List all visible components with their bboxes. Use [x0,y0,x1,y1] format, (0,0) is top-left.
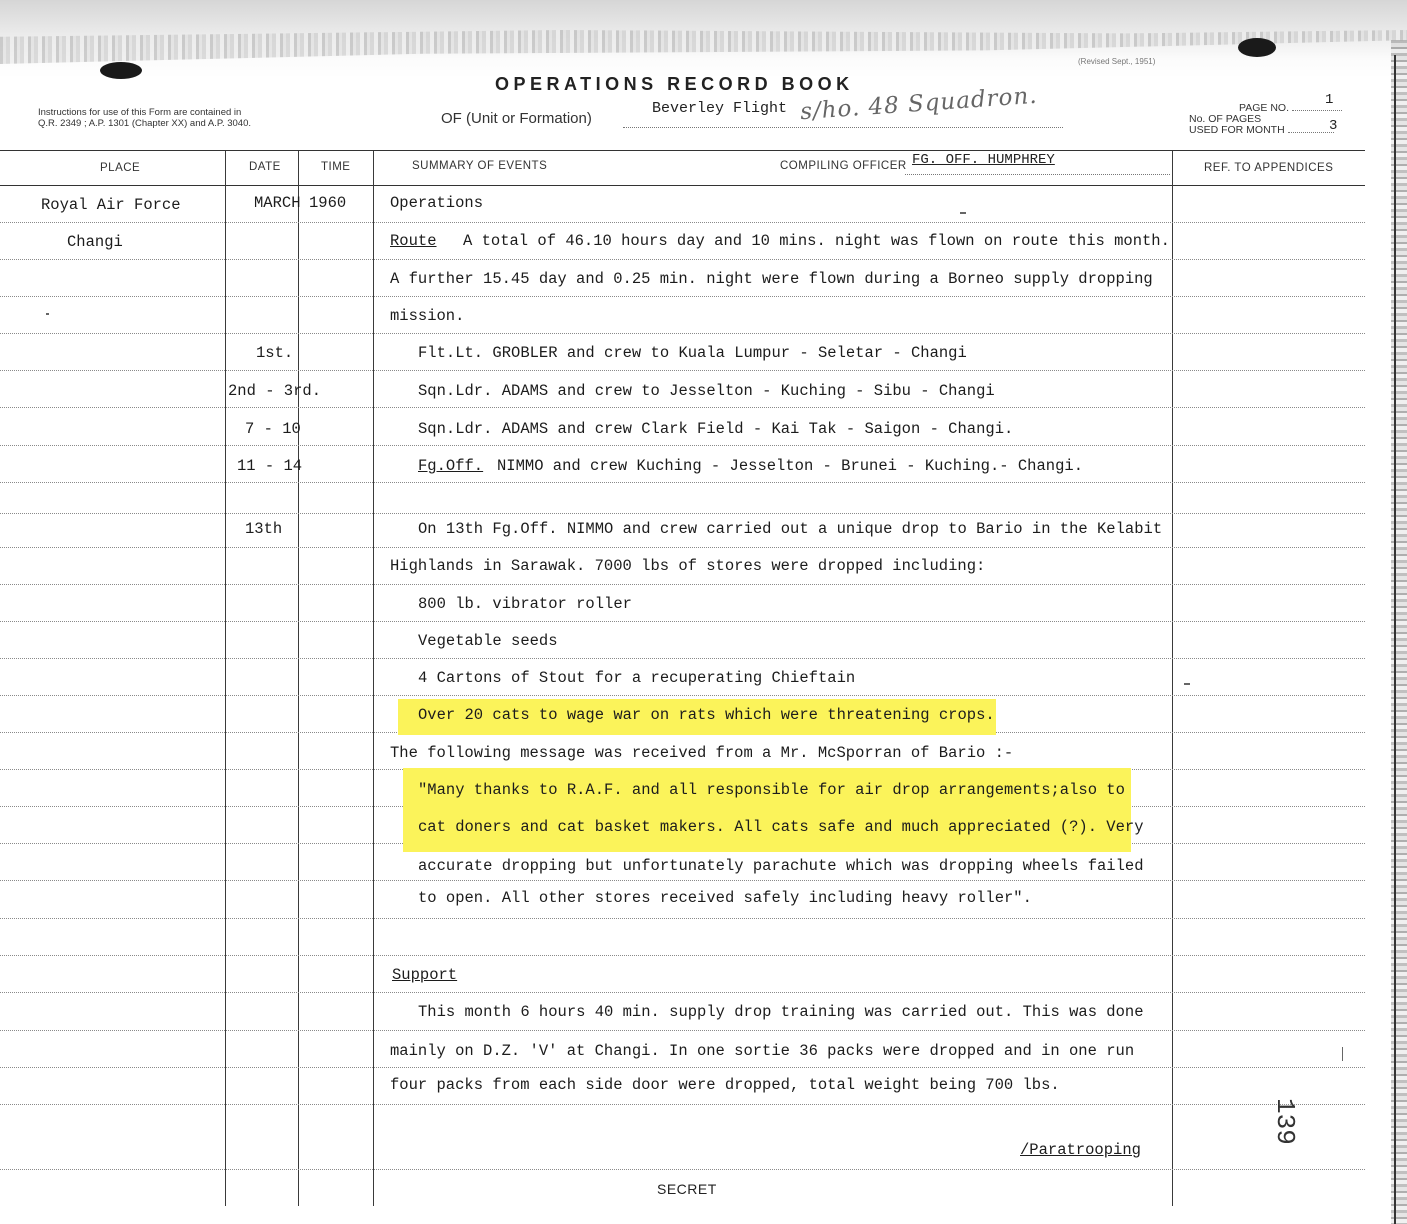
pages-label-2: USED FOR MONTH [1189,124,1285,136]
col-rule-time [373,151,374,1206]
ruled-line [0,918,1365,919]
ruled-line [0,955,1365,956]
summary-continued: /Paratrooping [1020,1141,1141,1159]
summary-flight-3: Sqn.Ldr. ADAMS and crew Clark Field - Kai Tak - Saigon - Changi. [418,420,1014,438]
summary-flight-1: Flt.Lt. GROBLER and crew to Kuala Lumpur - Seletar - Changi [418,344,967,362]
summary-quote-1: "Many thanks to R.A.F. and all responsible for air drop arrangements;also to [418,781,1125,799]
summary-support-2: mainly on D.Z. 'V' at Changi. In one sortie 36 packs were dropped and in one run [390,1042,1135,1060]
summary-flight-4-rank: Fg.Off. [418,457,484,475]
scan-speck [960,212,966,214]
scan-speck [46,313,49,315]
footer-classification: SECRET [657,1181,717,1197]
summary-route-text: A total of 46.10 hours day and 10 mins. night was flown on route this month. [463,232,1170,250]
header-rule-top [0,150,1365,151]
summary-support-label: Support [392,966,458,984]
col-rule-summary [1172,151,1173,1206]
form-instructions [38,107,251,129]
ruled-line [0,584,1365,585]
header-rule-bottom [0,185,1365,186]
ruled-line [0,370,1365,371]
summary-quote-2: cat doners and cat basket makers. All cats safe and much appreciated (?). Very [418,818,1144,836]
header-ref-appendices: REF. TO APPENDICES [1204,162,1334,174]
place-changi: Changi [67,233,123,251]
summary-route-label: Route [390,232,437,250]
date-1st: 1st. [256,344,294,362]
page-meta [1189,103,1342,136]
ruled-line [0,1169,1365,1170]
date-month: MARCH [254,194,301,212]
header-date: DATE [249,161,281,173]
date-2nd-3rd: 2nd - 3rd. [228,382,322,400]
ruled-line [0,547,1365,548]
header-summary: SUMMARY OF EVENTS [412,160,548,172]
ruled-line [0,992,1365,993]
summary-drop-2: Highlands in Sarawak. 7000 lbs of stores were dropped including: [390,557,986,575]
summary-flight-2: Sqn.Ldr. ADAMS and crew to Jesselton - Kuching - Sibu - Changi [418,382,995,400]
summary-message-intro: The following message was received from a Mr. McSporran of Bario :- [390,744,1014,762]
header-compiling-label: COMPILING OFFICER [780,160,907,172]
col-rule-date [298,151,299,1206]
unit-label: OF (Unit or Formation) [441,110,592,127]
summary-quote-3: accurate dropping but unfortunately parachute which was dropping wheels failed [418,857,1144,875]
folio-number: 139 [1270,1098,1300,1145]
ruled-line [0,880,1365,881]
unit-typed-value: Beverley Flight [652,100,788,117]
form-title: OPERATIONS RECORD BOOK [495,74,854,94]
header-place: PLACE [100,162,141,174]
summary-route-text-2: A further 15.45 day and 0.25 min. night were flown during a Borneo supply dropping [390,270,1153,288]
form-revision-note: (Revised Sept., 1951) [1078,57,1156,66]
punch-hole-left [100,62,142,79]
ruled-line [0,513,1365,514]
date-13th: 13th [245,520,283,538]
unit-dotted-line [623,127,1063,128]
ruled-line [0,658,1365,659]
place-raf: Royal Air Force [41,196,181,214]
summary-flight-4: NIMMO and crew Kuching - Jesselton - Brunei - Kuching.- Changi. [497,457,1083,475]
ruled-line [0,333,1365,334]
page-right-edge [1394,55,1396,1224]
summary-item-4: Over 20 cats to wage war on rats which were threatening crops. [418,706,995,724]
col-rule-place [225,151,226,1206]
ruled-line [0,407,1365,408]
summary-route-text-3: mission. [390,307,465,325]
instructions-line-1: Instructions for use of this Form are contained in [38,107,242,118]
summary-item-2: Vegetable seeds [418,632,558,650]
instructions-line-2: Q.R. 2349 ; A.P. 1301 (Chapter XX) and A.P. 3040. [38,118,252,129]
ruled-line [0,1104,1365,1105]
ruled-line [0,482,1365,483]
summary-quote-4: to open. All other stores received safely including heavy roller". [418,889,1032,907]
ruled-line [0,259,1365,260]
ruled-line [0,695,1365,696]
summary-operations: Operations [390,194,484,212]
ruled-line [0,222,1365,223]
summary-item-1: 800 lb. vibrator roller [418,595,632,613]
header-time: TIME [321,161,351,173]
header-compiling-value: FG. OFF. HUMPHREY [912,152,1055,168]
ruled-line [0,1030,1365,1031]
ruled-line [0,1067,1365,1068]
scan-speck [1184,683,1190,685]
summary-support-1: This month 6 hours 40 min. supply drop training was carried out. This was done [418,1003,1144,1021]
summary-item-3: 4 Cartons of Stout for a recuperating Chieftain [418,669,856,687]
pages-used-value: 3 [1329,118,1338,134]
ruled-line [0,621,1365,622]
pages-row-2 [1189,125,1342,136]
summary-support-3: four packs from each side door were dropped, total weight being 700 lbs. [390,1076,1060,1094]
page-no-value: 1 [1325,92,1334,108]
summary-drop-1: On 13th Fg.Off. NIMMO and crew carried out a unique drop to Bario in the Kelabit [418,520,1163,538]
ruled-line [0,296,1365,297]
time-year: 1960 [309,194,347,212]
punch-hole-right [1238,38,1276,57]
date-11-14: 11 - 14 [237,457,303,475]
unit-handwritten-value: s/ho. 48 Squadron. [799,82,1039,126]
compiling-dotted-line [905,174,1170,175]
date-7-10: 7 - 10 [245,420,301,438]
scan-speck [1342,1047,1343,1061]
pages-label-1: No. OF PAGES [1189,113,1262,125]
page-no-label: PAGE NO. [1239,102,1289,114]
ruled-line [0,445,1365,446]
